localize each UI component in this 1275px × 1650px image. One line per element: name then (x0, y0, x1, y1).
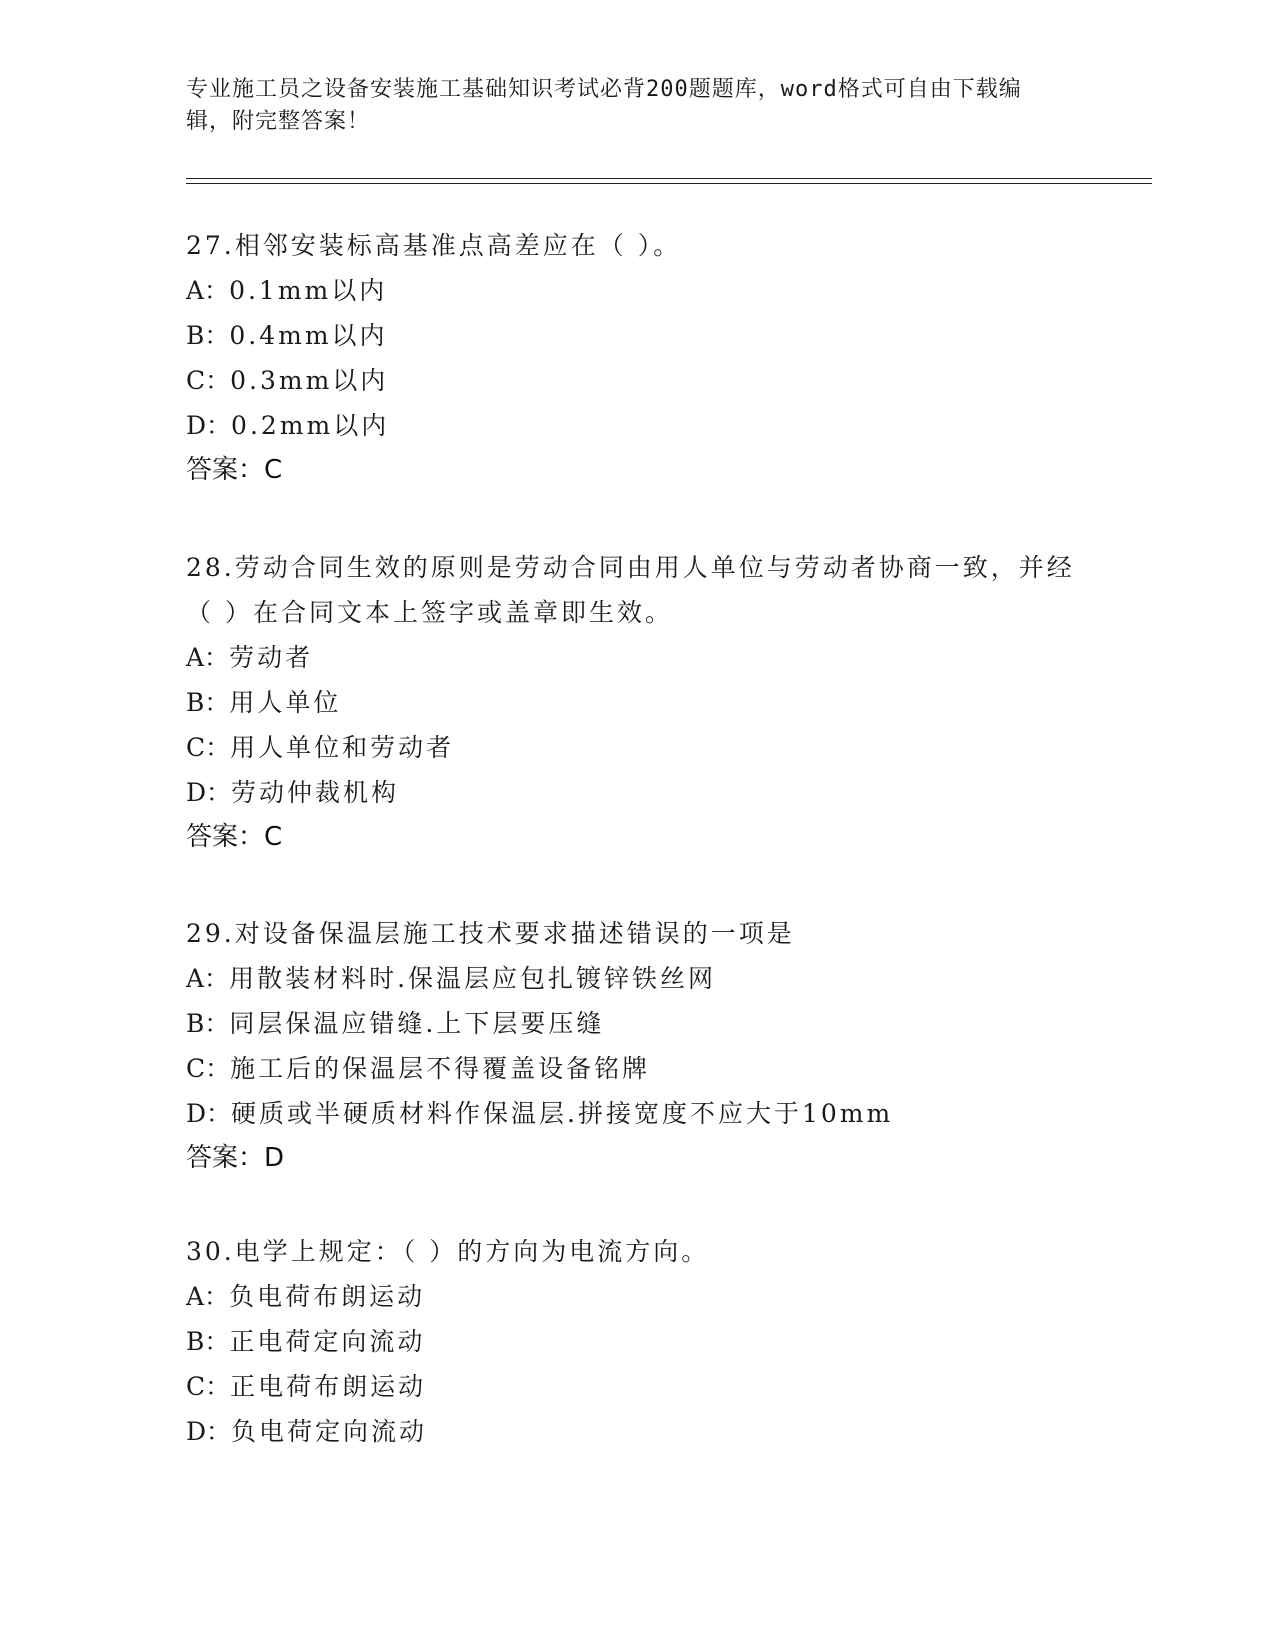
option-a (186, 956, 1086, 1001)
option-letter: B： (186, 1009, 230, 1038)
question-stem: 28.劳动合同生效的原则是劳动合同由用人单位与劳动者协商一致，并经（ ）在合同文本上签字或盖章即生效。 (186, 553, 1075, 627)
option-letter: D： (186, 1417, 232, 1446)
option-c (186, 725, 1086, 770)
option-letter: C： (186, 366, 231, 395)
option-letter: D： (186, 1099, 232, 1128)
question-stem: 30.电学上规定：（ ）的方向为电流方向。 (186, 1237, 710, 1266)
option-text: 0.3mm以内 (230, 366, 389, 395)
option-text: 0.4mm以内 (229, 321, 388, 350)
option-b (186, 1319, 1086, 1364)
option-a (186, 1274, 1086, 1319)
option-letter: B： (186, 1327, 230, 1356)
answer-line: 答案：C (186, 455, 283, 485)
option-letter: B： (186, 321, 230, 350)
option-text: 劳动仲裁机构 (231, 778, 400, 807)
question-27 (186, 223, 1086, 493)
option-letter: C： (186, 1372, 231, 1401)
option-d (186, 1091, 1086, 1136)
option-text: 劳动者 (229, 643, 314, 672)
option-d (186, 770, 1086, 815)
option-text: 用人单位和劳动者 (230, 733, 455, 762)
option-text: 施工后的保温层不得覆盖设备铭牌 (230, 1054, 651, 1083)
question-stem: 27.相邻安装标高基准点高差应在（ ）。 (186, 231, 682, 260)
header-divider-top (186, 178, 1152, 179)
option-c (186, 358, 1086, 403)
option-b (186, 680, 1086, 725)
option-text: 0.1mm以内 (229, 276, 388, 305)
option-letter: B： (186, 688, 230, 717)
option-letter: C： (186, 733, 231, 762)
option-text: 负电荷布朗运动 (229, 1282, 426, 1311)
option-d (186, 403, 1086, 448)
answer-line: 答案：D (186, 1143, 285, 1173)
option-letter: D： (186, 778, 232, 807)
question-29 (186, 911, 1086, 1181)
option-letter: A： (186, 1282, 230, 1311)
option-d (186, 1409, 1086, 1454)
option-b (186, 313, 1086, 358)
option-text: 用散装材料时.保温层应包扎镀锌铁丝网 (229, 964, 717, 993)
question-28 (186, 545, 1086, 860)
question-30 (186, 1229, 1086, 1454)
option-letter: A： (186, 643, 230, 672)
option-b (186, 1001, 1086, 1046)
option-text: 负电荷定向流动 (231, 1417, 428, 1446)
option-text: 正电荷定向流动 (229, 1327, 426, 1356)
header-divider-bottom (186, 183, 1152, 184)
option-text: 同层保温应错缝.上下层要压缝 (229, 1009, 605, 1038)
document-header-title: 专业施工员之设备安装施工基础知识考试必背200题题库，word格式可自由下载编辑，附完整答案！ (186, 77, 1022, 134)
option-text: 用人单位 (229, 688, 342, 717)
option-text: 0.2mm以内 (231, 411, 390, 440)
option-letter: A： (186, 276, 230, 305)
option-c (186, 1364, 1086, 1409)
question-stem: 29.对设备保温层施工技术要求描述错误的一项是 (186, 919, 795, 948)
option-a (186, 268, 1086, 313)
option-text: 硬质或半硬质材料作保温层.拼接宽度不应大于10mm (231, 1099, 894, 1128)
option-letter: A： (186, 964, 230, 993)
option-text: 正电荷布朗运动 (230, 1372, 427, 1401)
option-a (186, 635, 1086, 680)
option-letter: D： (186, 411, 232, 440)
answer-line: 答案：C (186, 822, 283, 852)
option-letter: C： (186, 1054, 231, 1083)
option-c (186, 1046, 1086, 1091)
